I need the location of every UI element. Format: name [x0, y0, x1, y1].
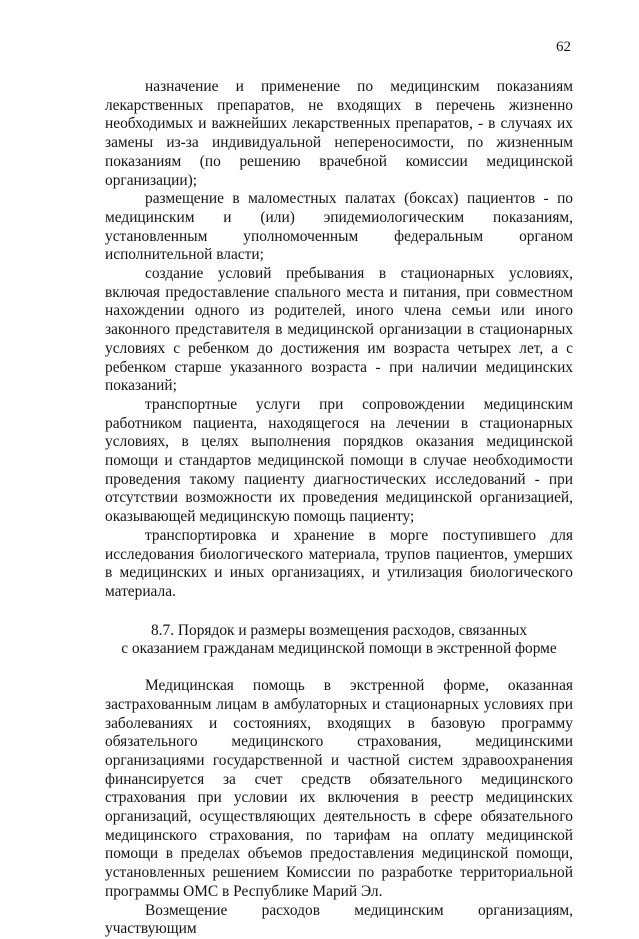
paragraph-ward-placement: размещение в маломестных палатах (боксах) пациентов - по медицинским и (или) эпидемиологическим показаниям, установленным уполномоченным федеральным органом исполнительной власти;	[105, 190, 573, 264]
section-heading	[105, 622, 573, 659]
paragraph-emergency-care: Медицинская помощь в экстренной форме, оказанная застрахованным лицам в амбулаторных и стационарных условиях при заболеваниях и состояниях, входящих в базовую программу обязательного медицинского страхования, медицинскими организациями государственной и частной систем здравоохранения финансируется за счет средств обязательного медицинского страхования при условии их включения в реестр медицинских организаций, осуществляющих деятельность в сфере обязательного медицинского страхования, по тарифам на оплату медицинской помощи в пределах объемов предоставления медицинской помощи, установленных решением Комиссии по разработке территориальной программы ОМС в Республике Марий Эл.	[105, 677, 573, 900]
section-heading-line-2: с оказанием гражданам медицинской помощи в экстренной форме	[121, 640, 557, 658]
paragraph-medication: назначение и применение по медицинским показаниям лекарственных препаратов, не входящих в перечень жизненно необходимых и важнейших лекарственных препаратов, - в случаях их замены из-за индивидуальной непереносимости, по жизненным показаниям (по решению врачебной комиссии медицинской организации);	[105, 78, 573, 189]
section-heading-line-1: 8.7. Порядок и размеры возмещения расходов, связанных	[150, 621, 528, 639]
page-number: 62	[556, 39, 571, 55]
paragraph-morgue-storage: транспортировка и хранение в морге поступившего для исследования биологического материала, трупов пациентов, умерших в медицинских и иных организациях, и утилизация биологического материала.	[105, 526, 573, 600]
paragraph-reimbursement: Возмещение расходов медицинским организациям, участвующим	[105, 901, 573, 938]
paragraph-transport-services: транспортные услуги при сопровождении медицинским работником пациента, находящегося на лечении в стационарных условиях, в целях выполнения порядков оказания медицинской помощи и стандартов медицинской помощи в случае необходимости проведения такому пациенту диагностических исследований - при отсутствии возможности их проведения медицинской организацией, оказывающей медицинскую помощь пациенту;	[105, 395, 573, 526]
paragraph-parent-stay: создание условий пребывания в стационарных условиях, включая предоставление спального места и питания, при совместном нахождении одного из родителей, иного члена семьи или иного законного представителя в медицинской организации в стационарных условиях с ребенком до достижения им возраста четырех лет, а с ребенком старше указанного возраста - при наличии медицинских показаний;	[105, 265, 573, 395]
document-body	[105, 78, 573, 939]
